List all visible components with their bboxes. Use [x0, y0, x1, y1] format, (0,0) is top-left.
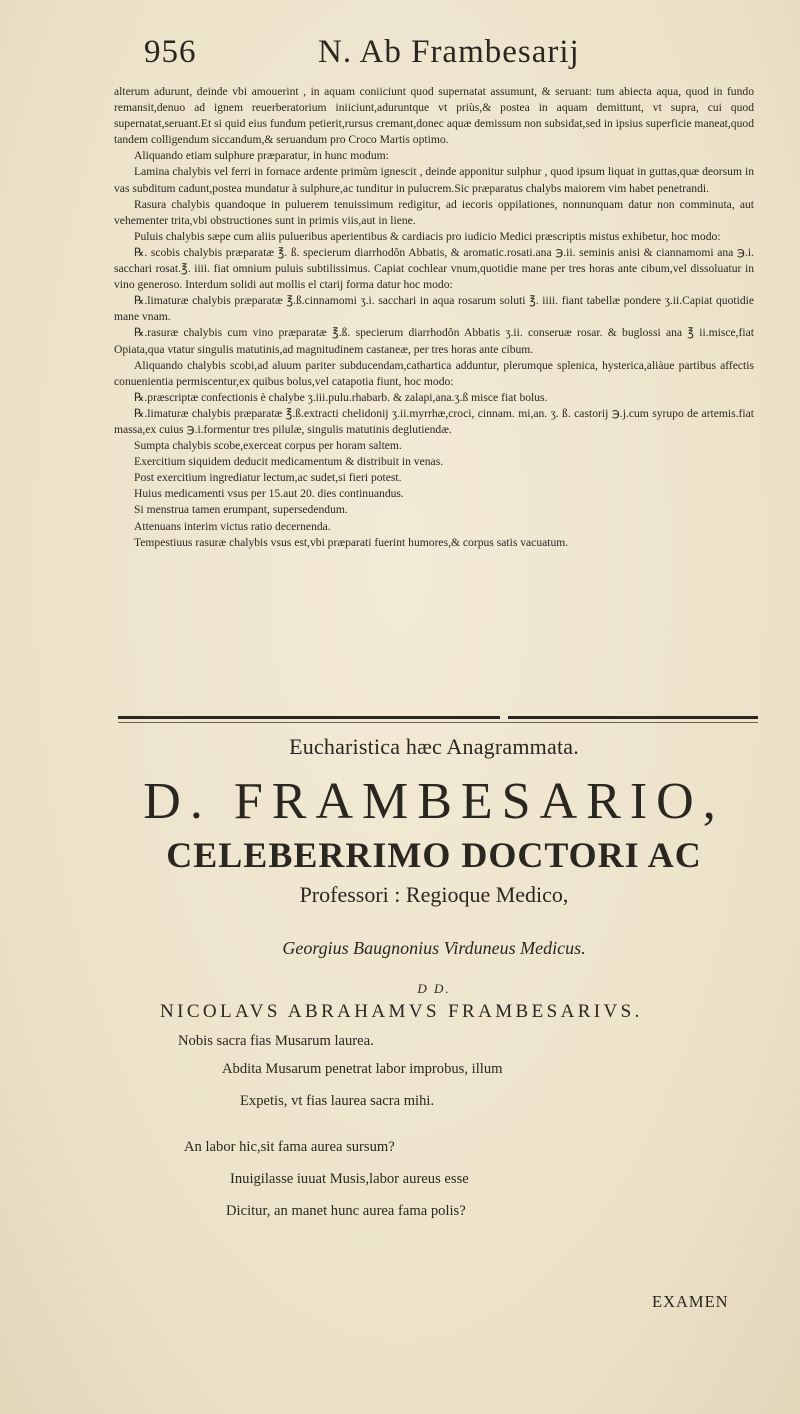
section-rule-thin [118, 722, 758, 723]
recipe-paragraph: ℞.limaturæ chalybis præparatæ ℥.ß.cinnamomi ʒ.i. sacchari in aqua rosarum soluti ℥. iiii. fiant tabellæ pondere ʒ.ii.Capiat quotidie mane vnam. [114, 294, 754, 324]
section-rule-left [118, 716, 500, 719]
verse-line: Nobis sacra fias Musarum laurea. [178, 1033, 374, 1049]
verse-line: Expetis, vt fias laurea sacra mihi. [240, 1093, 435, 1109]
running-head [140, 30, 740, 82]
verse-line: Dicitur, an manet hunc aurea fama polis? [226, 1203, 466, 1219]
body-text [114, 84, 754, 551]
section-rule-right [508, 716, 758, 719]
paragraph: Lamina chalybis vel ferri in fornace ardente primùm ignescit , deinde apponitur sulphur , quod ipsum liquat in guttas,quæ deorsum in vas subditum cadunt,postea mundatur à sulphure,ac tunditur in pulucrem.Sic præparatus chalybs maiorem vim habet penetrandi. [114, 165, 754, 195]
paragraph: Rasura chalybis quandoque in puluerem tenuissimum redigitur, ad iecoris oppilationes, nonnunquam datur non comminuta, aut vehementer trita,vbi obstructiones sunt in primis viis,aut in liene. [114, 197, 754, 227]
dedicatee-name: D. FRAMBESARIO, [143, 773, 725, 830]
recipe-paragraph: ℞.præscriptæ confectionis è chalybe ʒ.iii.pulu.rhabarb. & zalapi,ana.ʒ.ß misce fiat bolus. [134, 390, 548, 404]
verse-line: An labor hic,sit fama aurea sursum? [184, 1139, 395, 1155]
dedication-title: Eucharistica hæc Anagrammata. [289, 734, 579, 759]
running-title: N. Ab Frambesarij [318, 34, 580, 70]
recipe-paragraph: ℞. scobis chalybis præparatæ ℥. ß. specierum diarrhodôn Abbatis, & aromatic.rosati.ana ℈.ii. seminis anisi & ciannamomi ana ℈.i. sacchari rosat.℥. iiii. fiat omnium puluis subtilissimus. Capiat cochlear vnum,quotidie mane per tres horas ante cibum,vel dissoluatur in vino generoso. Interdum solidi aut mollis el ctarij forma datur hoc modo: [114, 245, 754, 292]
anagram-verse [114, 1029, 754, 1223]
dedication-author: Georgius Baugnonius Virduneus Medicus. [282, 938, 586, 958]
paragraph: Exercitium siquidem deducit medicamentum & distribuit in venas. [134, 455, 444, 469]
recipe-paragraph: ℞.limaturæ chalybis præparatæ ℥.ß.extracti chelidonij ʒ.ii.myrrhæ,croci, cinnam. mi,an. ʒ. ß. castorij ℈.j.cum syrupo de artemis.fiat massa,ex cuius ℈.i.formentur tres pilulæ, singulis matutinis deglutiendæ. [114, 406, 754, 436]
paragraph: Tempestiuus rasuræ chalybis vsus est,vbi præparati fuerint humores,& corpus satis vacuatum. [134, 535, 569, 549]
verse-line: Abdita Musarum penetrat labor improbus, illum [222, 1061, 503, 1077]
paragraph: Aliquando etiam sulphure præparatur, in hunc modum: [134, 149, 389, 163]
dedication-dd: D D. [417, 981, 451, 996]
page-number: 956 [144, 34, 197, 70]
paragraph: Huius medicamenti vsus per 15.aut 20. dies continuandus. [134, 487, 404, 501]
dedication-block [114, 730, 754, 1223]
dedicatee-profession: Professori : Regioque Medico, [299, 882, 569, 907]
paragraph: Post exercitium ingrediatur lectum,ac sudet,si fieri potest. [134, 471, 402, 485]
paragraph: Attenuans interim victus ratio decernenda. [134, 519, 331, 533]
anagram-source-name: NICOLAVS ABRAHAMVS FRAMBESARIVS. [160, 1001, 643, 1022]
paragraph: Si menstrua tamen erumpant, supersedendum. [134, 503, 348, 517]
recipe-paragraph: ℞.rasuræ chalybis cum vino præparatæ ℥.ß. specierum diarrhodôn Abbatis ʒ.ii. conseruæ rosar. & buglossi ana ℥ ii.misce,fiat Opiata,qua vtatur singulis matutinis,ad magnitudinem castaneæ, per tres horas ante cibum. [114, 326, 754, 356]
catchword: EXAMEN [652, 1292, 729, 1311]
paragraph: Sumpta chalybis scobe,exerceat corpus per horam saltem. [134, 439, 402, 453]
paragraph: Aliquando chalybis scobi,ad aluum pariter subducendam,cathartica adduntur, plerumque splenica, hysterica,aliàue partibus affectis conuenientia permiscentur,ex quibus bolus,vel catapotia fiunt, hoc modo: [114, 358, 754, 388]
paragraph: Puluis chalybis sæpe cum aliis pulueribus aperientibus & cardiacis pro iudicio Medici præscriptis mistus exhibetur, hoc modo: [134, 229, 721, 243]
dedicatee-title-line: CELEBERRIMO DOCTORI AC [166, 835, 702, 875]
paragraph: alterum adurunt, deinde vbi amouerint , in aquam coniiciunt quod supernatat assumunt, & seruant: tum abiecta aqua, quod in fundo remansit,denuo ad ignem reuerberatorium iniiciunt,aduruntque vt priùs,& postea in aquam demittunt, vt supra, cui quod supernatat,seruant.Et si quid eius fundum petierit,rursus cremant,donec aquæ demissum non subsidat,sed in ipsius superficie maneat,quod tandem colligendum siccandum,& seruandum pro Croco Martis optimo. [114, 85, 754, 147]
verse-line: Inuigilasse iuuat Musis,labor aureus esse [230, 1171, 469, 1187]
